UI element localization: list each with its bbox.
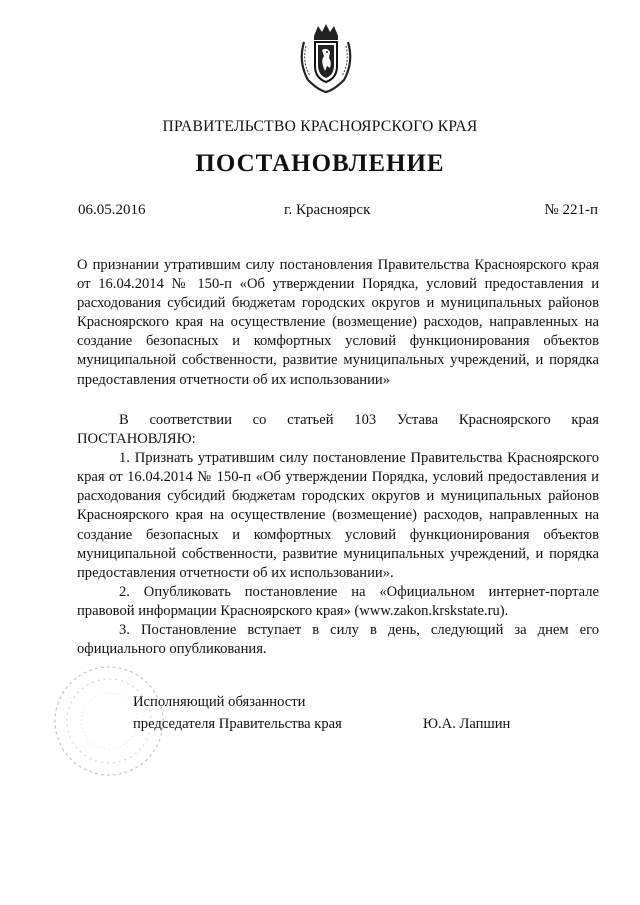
document-number: № 221-п xyxy=(544,202,598,218)
resolve-word: ПОСТАНОВЛЯЮ: xyxy=(77,431,196,448)
document-type-title: ПОСТАНОВЛЕНИЕ xyxy=(195,150,445,177)
document-meta xyxy=(78,202,598,222)
signature-block xyxy=(133,691,523,735)
coat-of-arms-icon xyxy=(294,22,358,94)
document-city: г. Красноярск xyxy=(284,202,371,218)
signature-role-line1: Исполняющий обязанности xyxy=(133,694,306,710)
body-item-2: 2. Опубликовать постановление на «Официальном интернет-портале правовой информации Красноярского края» (www.zakon.krskstate.ru). xyxy=(77,583,599,619)
preamble: В соответствии со статьей 103 Устава Красноярского края xyxy=(119,412,599,428)
signature-name: Ю.А. Лапшин xyxy=(423,716,511,732)
document-body xyxy=(77,411,599,659)
signature-role-line2: председателя Правительства края xyxy=(133,716,342,732)
document-date: 06.05.2016 xyxy=(78,202,146,218)
government-title: ПРАВИТЕЛЬСТВО КРАСНОЯРСКОГО КРАЯ xyxy=(162,118,478,135)
body-item-1: 1. Признать утратившим силу постановление Правительства Красноярского края от 16.04.2014 № 150-п «Об утверждении Порядка, условий предоставления и расходования субсидий бюджетам городских округов и муниципальных районов Красноярского края на осуществление (возмещение) расходов, направленных на создание безопасных и комфортных условий функционирования объектов муниципальной собственности, развитие муниципальных учреждений, и порядка предоставления отчетности об их использовании». xyxy=(77,450,599,581)
document-subject: О признании утратившим силу постановления Правительства Красноярского края от 16.04.2014 № 150-п «Об утверждении Порядка, условий предоставления и расходования субсидий бюджетам городских округов и муниципальных районов Красноярского края на осуществление (возмещение) расходов, направленных на создание безопасных и комфортных условий функционирования объектов муниципальной собственности, развитие муниципальных учреждений, и порядка предоставления отчетности об их использовании» xyxy=(77,257,599,388)
body-item-3: 3. Постановление вступает в силу в день, следующий за днем его официального опубликования. xyxy=(77,622,599,658)
